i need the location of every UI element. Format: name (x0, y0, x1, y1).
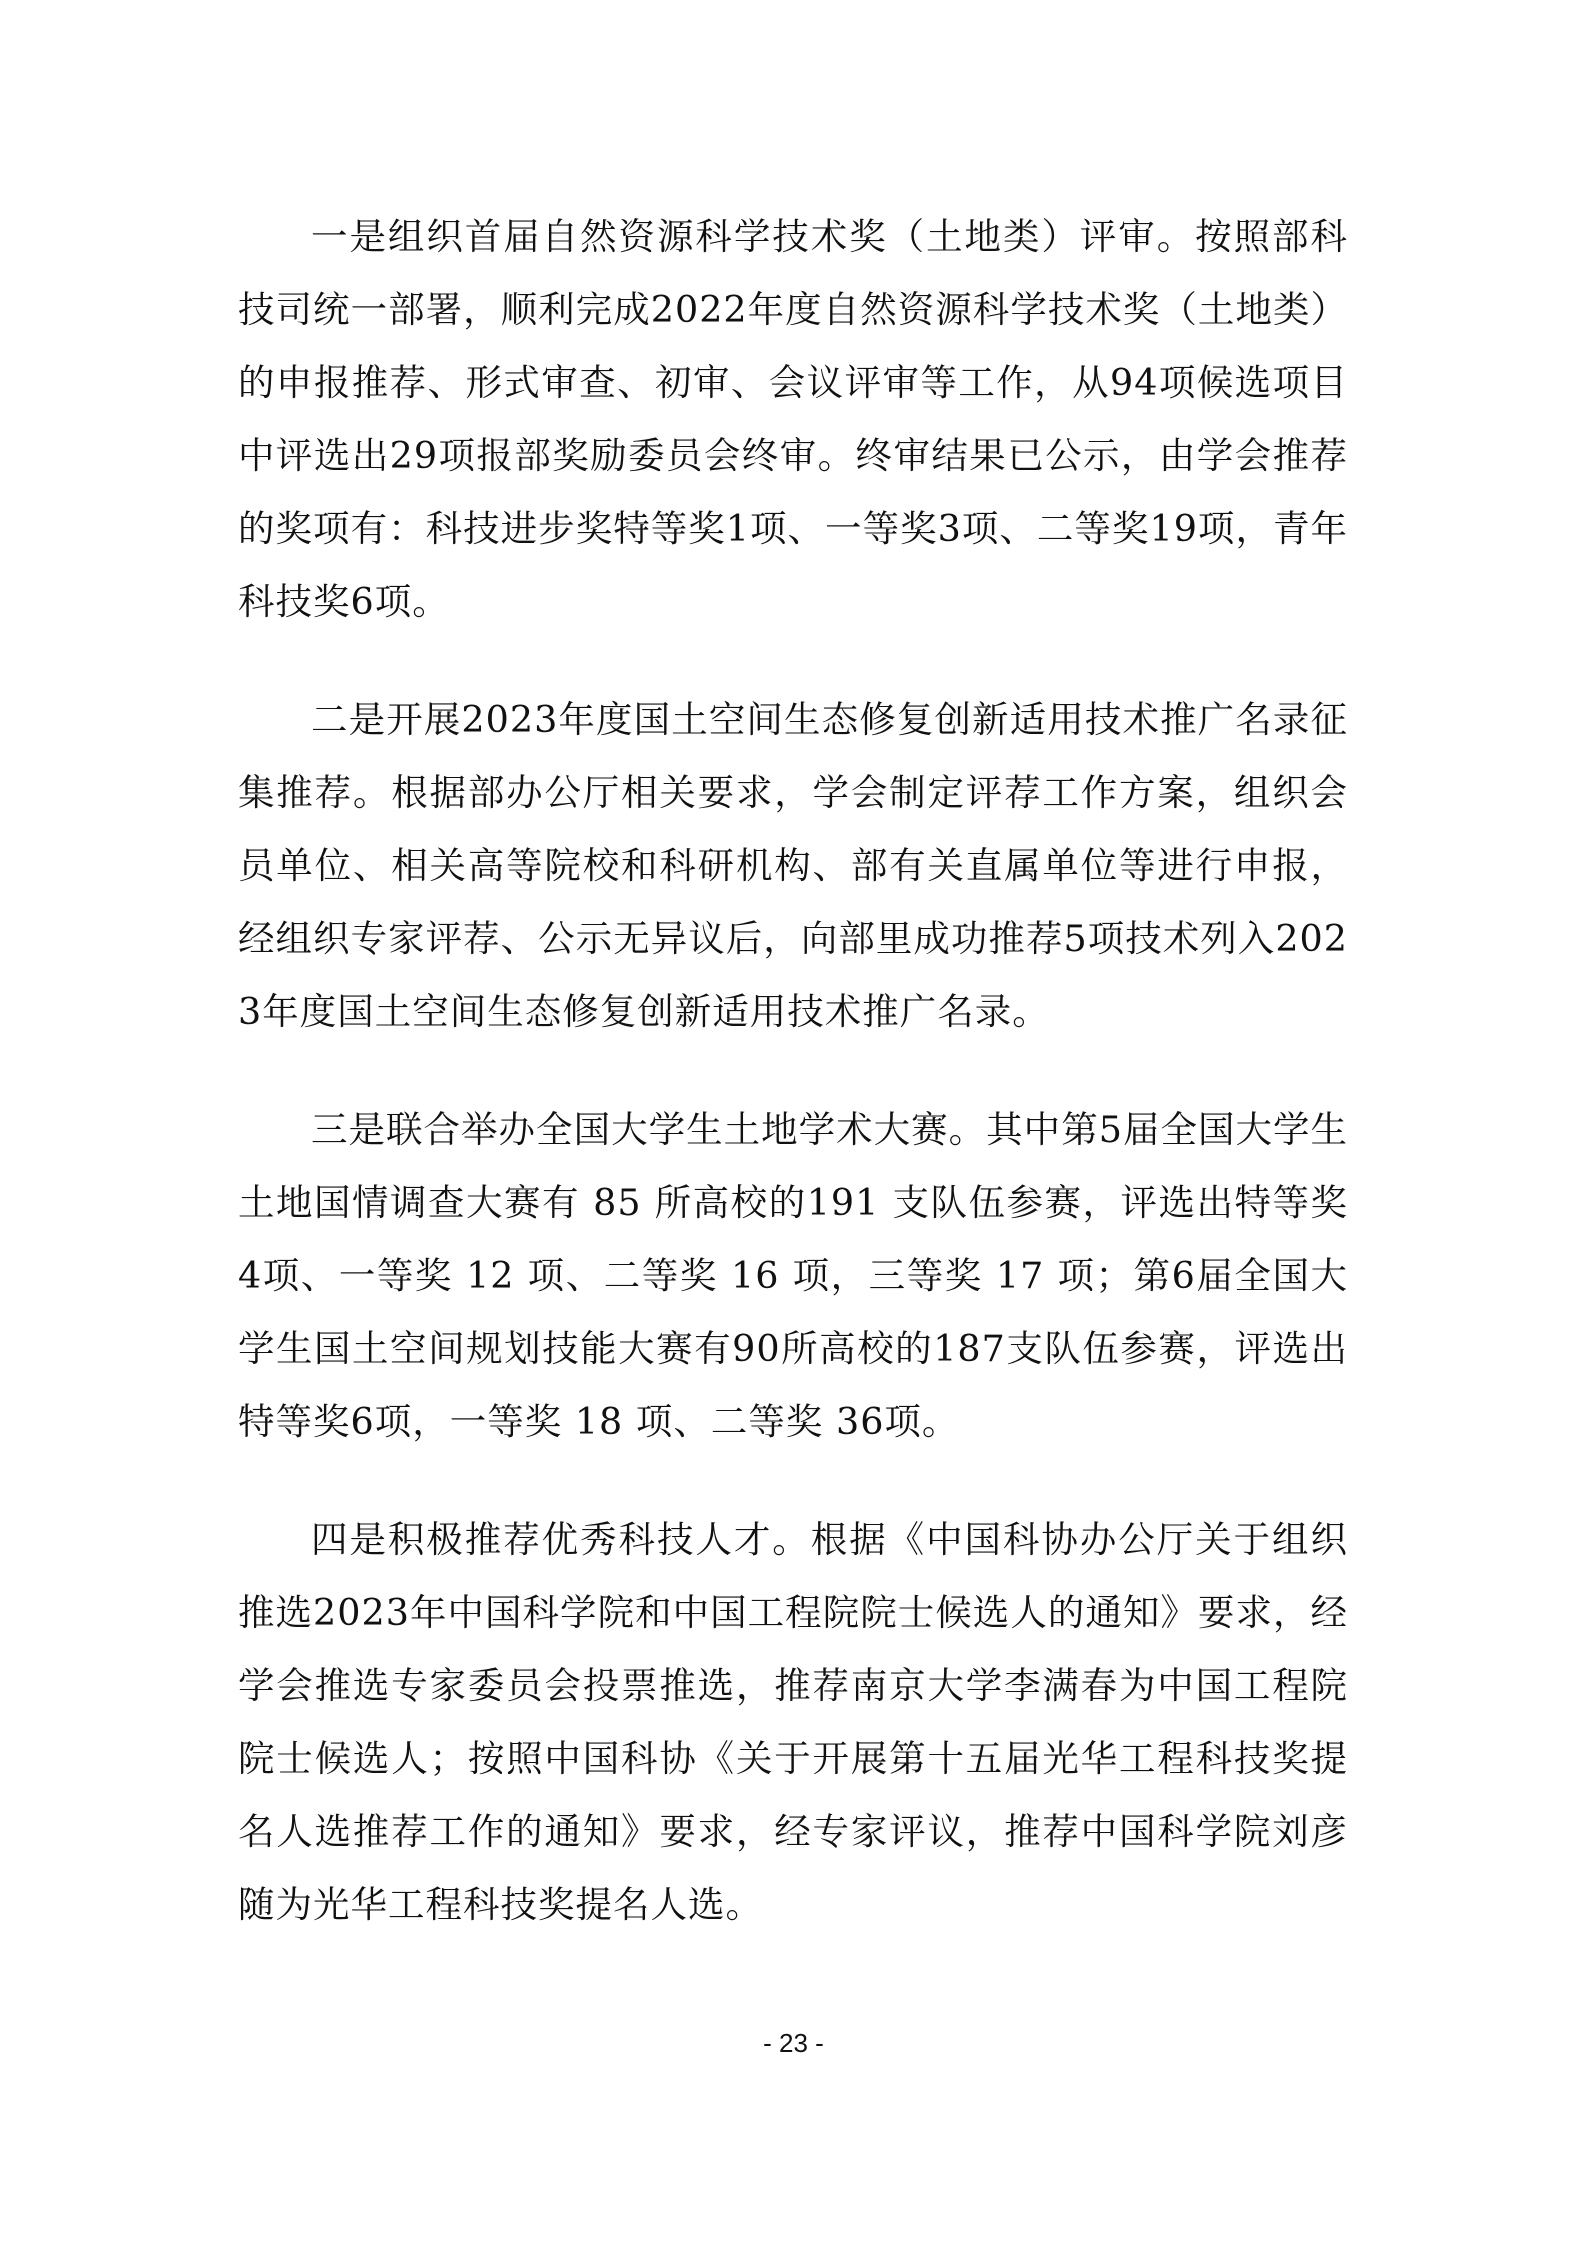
page-number: - 23 - (763, 2028, 824, 2058)
paragraph-student-competition: 三是联合举办全国大学生土地学术大赛。其中第5届全国大学生土地国情调查大赛有 85 所高校的191 支队伍参赛，评选出特等奖 4项、一等奖 12 项、二等奖 16 项，三等奖 17 项；第6届全国大学生国土空间规划技能大赛有90所高校的187支队伍参赛，评选出特等奖6项，一等奖 18 项、二等奖 36项。 (238, 1108, 1348, 1443)
document-body (238, 200, 1348, 1941)
paragraph-award-review: 一是组织首届自然资源科学技术奖（土地类）评审。按照部科技司统一部署，顺利完成2022年度自然资源科学技术奖（土地类）的申报推荐、形式审查、初审、会议评审等工作，从94项候选项目中评选出29项报部奖励委员会终审。终审结果已公示，由学会推荐的奖项有：科技进步奖特等奖1项、一等奖3项、二等奖19项，青年科技奖6项。 (238, 215, 1348, 623)
paragraph-eco-restoration-tech: 二是开展2023年度国土空间生态修复创新适用技术推广名录征集推荐。根据部办公厅相关要求，学会制定评荐工作方案，组织会员单位、相关高等院校和科研机构、部有关直属单位等进行申报，经组织专家评荐、公示无异议后，向部里成功推荐5项技术列入2023年度国土空间生态修复创新适用技术推广名录。 (238, 698, 1348, 1033)
paragraph-talent-recommendation: 四是积极推荐优秀科技人才。根据《中国科协办公厅关于组织推选2023年中国科学院和中国工程院院士候选人的通知》要求，经学会推选专家委员会投票推选，推荐南京大学李满春为中国工程院院士候选人；按照中国科协《关于开展第十五届光华工程科技奖提名人选推荐工作的通知》要求，经专家评议，推荐中国科学院刘彦随为光华工程科技奖提名人选。 (238, 1518, 1348, 1926)
